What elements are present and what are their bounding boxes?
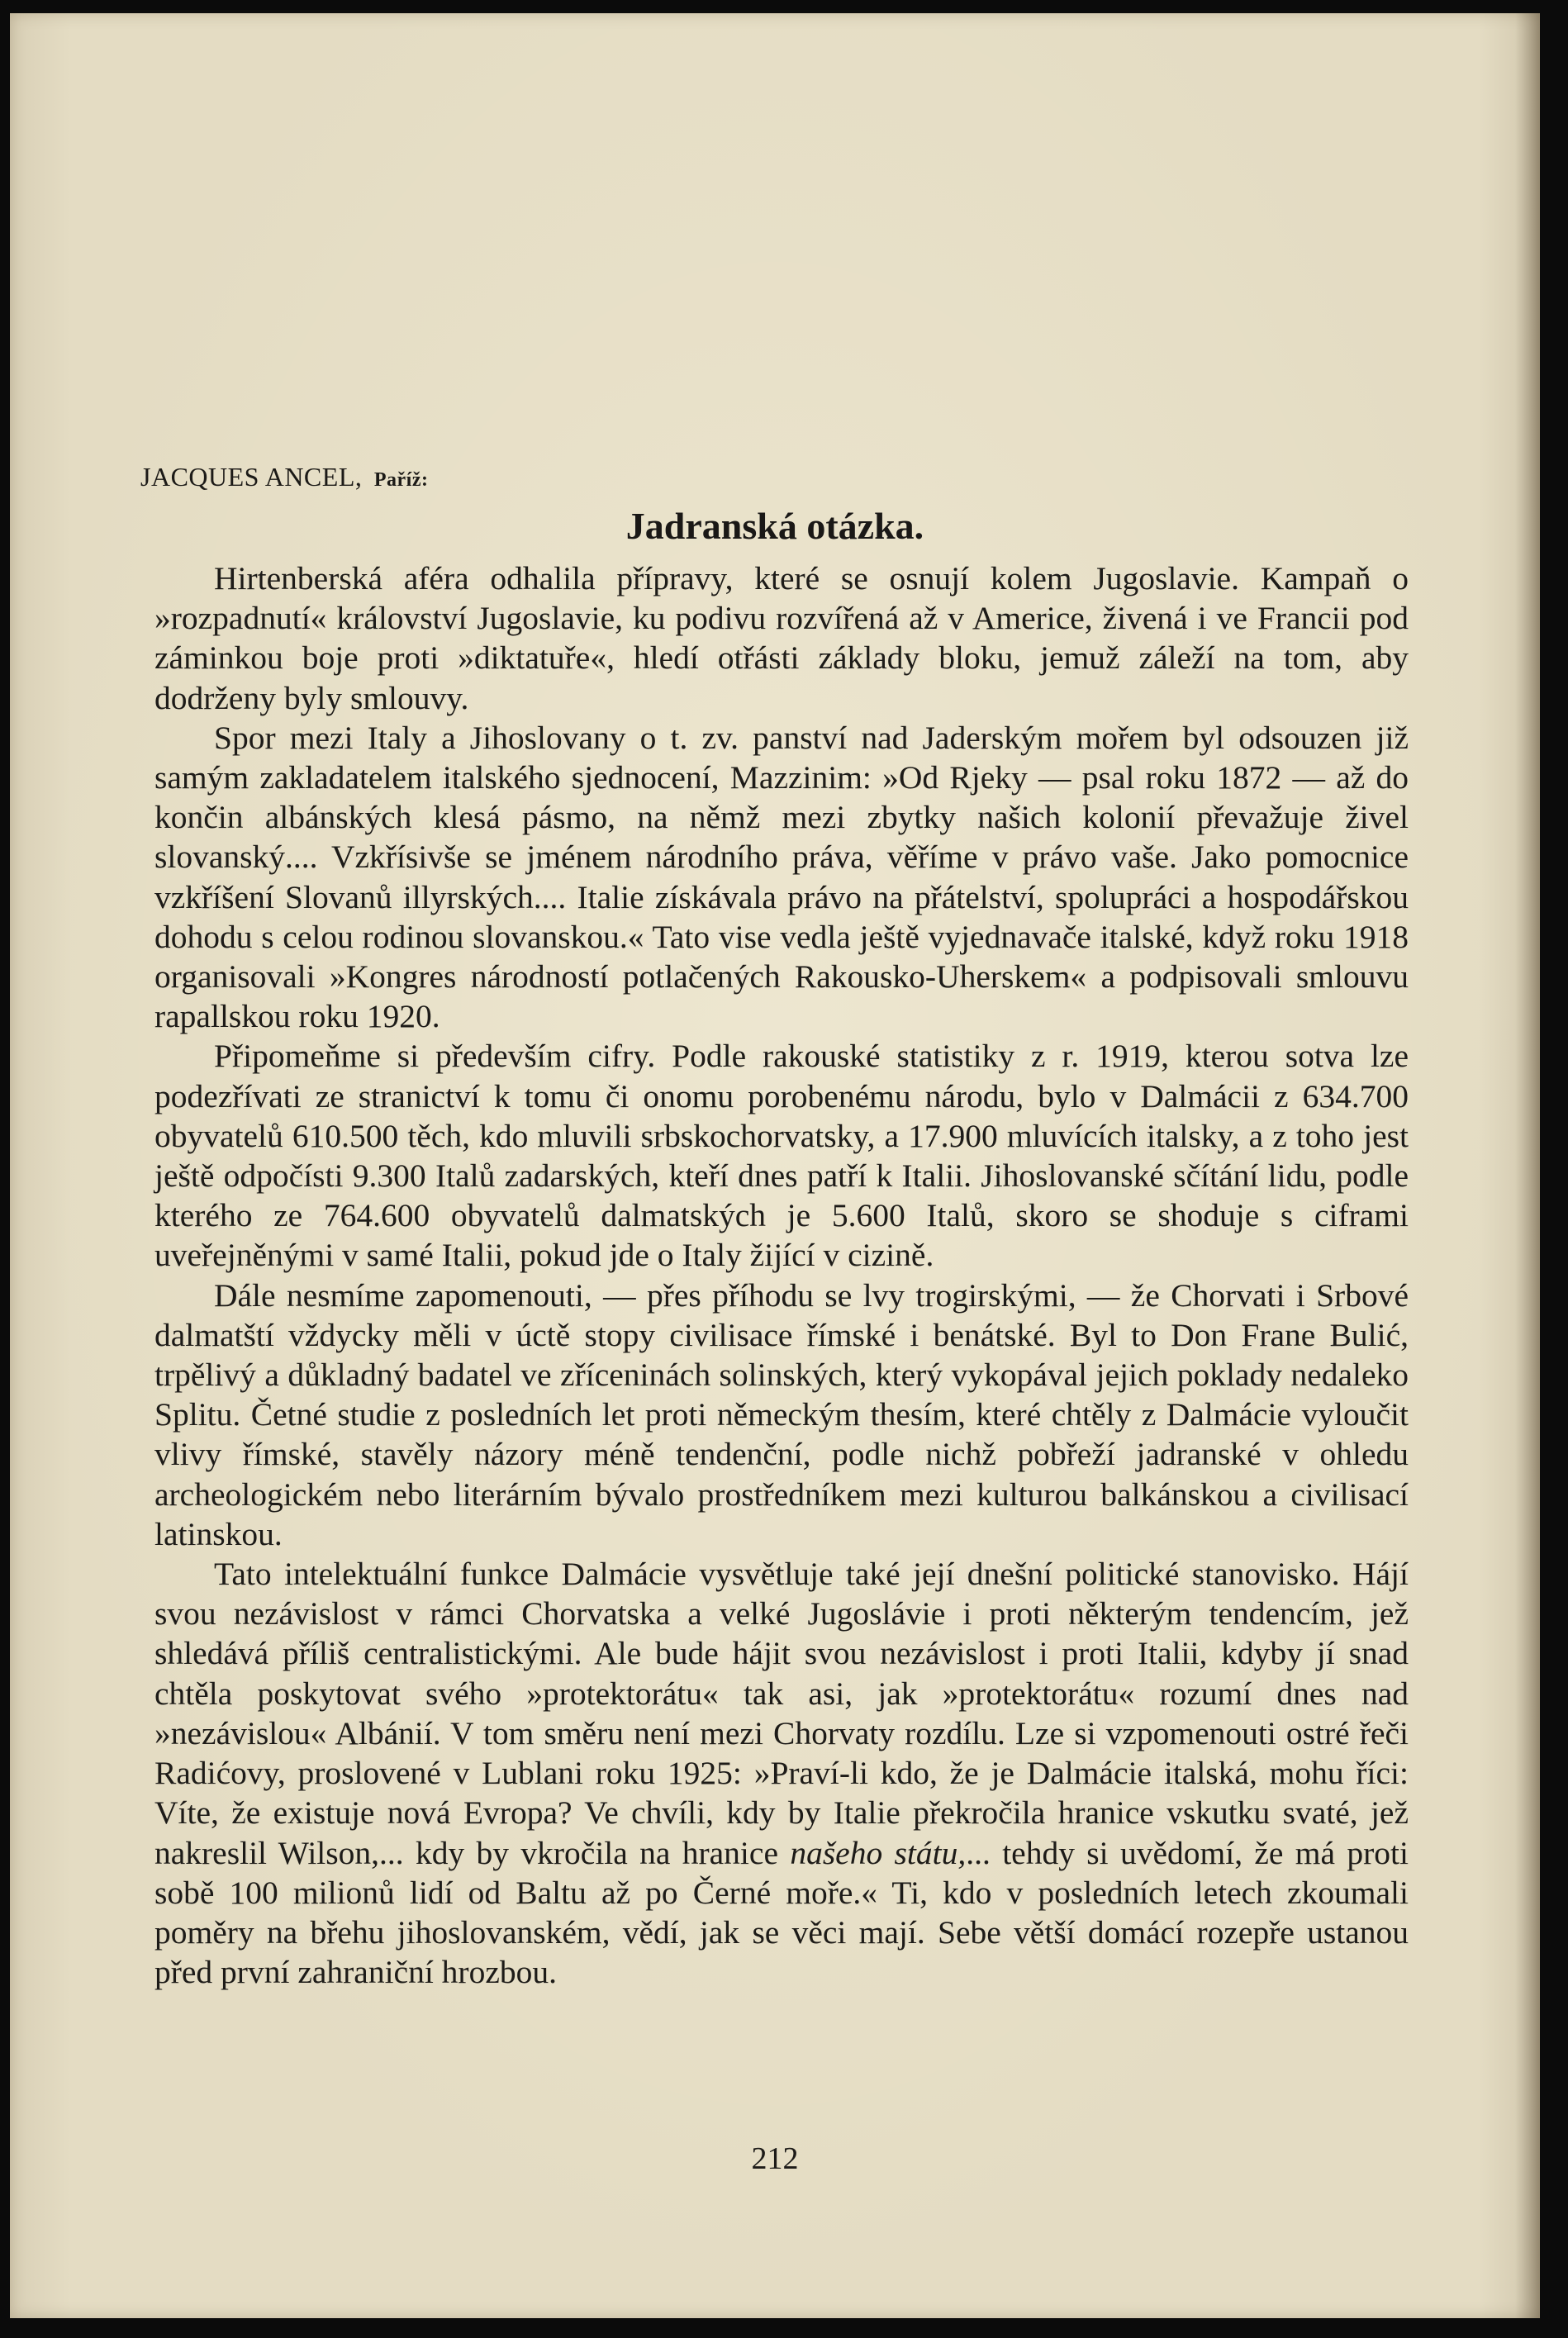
page-edge-shadow: [1515, 13, 1540, 2318]
page-number: 212: [751, 2141, 799, 2176]
paragraph-5-part-2: ... tehdy si uvědomí, že má proti sobě 100 milionů lidí od Baltu až po Černé moře.« Ti, kdo v posledních letech zkoumali poměry na břehu jihoslovanském, vědí, jak se věci mají. Sebe větší domácí rozepře ustanou před první zahraniční hrozbou.: [154, 1834, 1409, 1991]
book-page: [10, 13, 1540, 2318]
paragraph-2: Spor mezi Italy a Jihoslovany o t. zv. panství nad Jaderským mořem byl odsouzen již samým zakladatelem italského sjednocení, Mazzinim: »Od Rjeky — psal roku 1872 — až do končin albánských klesá pásmo, na němž mezi zbytky našich kolonií převažuje živel slovanský.... Vzkřísivše se jménem národního práva, věříme v právo vaše. Jako pomocnice vzkříšení Slovanů illyrských.... Italie získávala právo na přátelství, spolupráci a hospodářskou dohodu s celou rodinou slovanskou.« Tato vise vedla ještě vyjednavače italské, když roku 1918 organisovali »Kongres národností potlačených Rakousko-Uherskem« a podpisovali smlouvu rapallskou roku 1920.: [154, 719, 1409, 1035]
paragraph-5: [154, 1554, 1409, 1992]
article-title: Jadranská otázka.: [625, 505, 924, 547]
article-body: [154, 558, 1409, 1992]
paragraph-5-part-1: Tato intelektuální funkce Dalmácie vysvětluje také její dnešní politické stanovisko. Hájí svou nezávislost v rámci Chorvatska a velké Jugoslávie i proti některým tendencím, jež shledává příliš centralistickými. Ale bude hájit svou nezávislost i proti Italii, kdyby jí snad chtěla poskytovat svého »protektorátu« tak asi, jak »protektorátu« rozumí dnes nad »nezávislou« Albánií. V tom směru není mezi Chorvaty rozdílu. Lze si vzpomenouti ostré řeči Radićovy, proslovené v Lublani roku 1925: »Praví-li kdo, že je Dalmácie italská, mohu říci: Víte, že existuje nová Evropa? Ve chvíli, kdy by Italie překročila hranice vskutku svaté, jež nakreslil Wilson,... kdy by vkročila na hranice: [154, 1556, 1409, 1871]
author-byline: [140, 462, 428, 492]
paragraph-1: Hirtenberská aféra odhalila přípravy, které se osnují kolem Jugoslavie. Kampaň o »rozpadnutí« království Jugoslavie, ku podivu rozvířená až v Americe, živená i ve Francii pod záminkou boje proti »diktatuře«, hledí otřásti základy bloku, jemuž záleží na tom, aby dodrženy byly smlouvy.: [154, 560, 1409, 716]
paragraph-3: Připomeňme si především cifry. Podle rakouské statistiky z r. 1919, kterou sotva lze podezřívati ze stranictví k tomu či onomu porobenému národu, bylo v Dalmácii z 634.700 obyvatelů 610.500 těch, kdo mluvili srbskochorvatsky, a 17.900 mluvících italsky, a z toho jest ještě odpočísti 9.300 Italů zadarských, kteří dnes patří k Italii. Jihoslovanské sčítání lidu, podle kterého ze 764.600 obyvatelů dalmatských je 5.600 Italů, skoro se shoduje s ciframi uveřejněnými v samé Italii, pokud jde o Italy žijící v cizině.: [154, 1038, 1409, 1274]
author-name: JACQUES ANCEL,: [140, 462, 363, 492]
paragraph-4: Dále nesmíme zapomenouti, — přes příhodu se lvy trogirskými, — že Chorvati i Srbové dalmatští vždycky měli v úctě stopy civilisace římské i benátské. Byl to Don Frane Bulić, trpělivý a důkladný badatel ve zříceninách solinských, který vykopával jejich poklady nedaleko Splitu. Četné studie z posledních let proti německým thesím, které chtěly z Dalmácie vyloučit vlivy římské, stavěly názory méně tendenční, podle nichž pobřeží jadranské v ohledu archeologickém nebo literárním bývalo prostředníkem mezi kulturou balkánskou a civilisací latinskou.: [154, 1276, 1409, 1552]
paragraph-5-italic: našeho státu,: [790, 1834, 967, 1871]
author-city: Paříž:: [373, 469, 429, 491]
